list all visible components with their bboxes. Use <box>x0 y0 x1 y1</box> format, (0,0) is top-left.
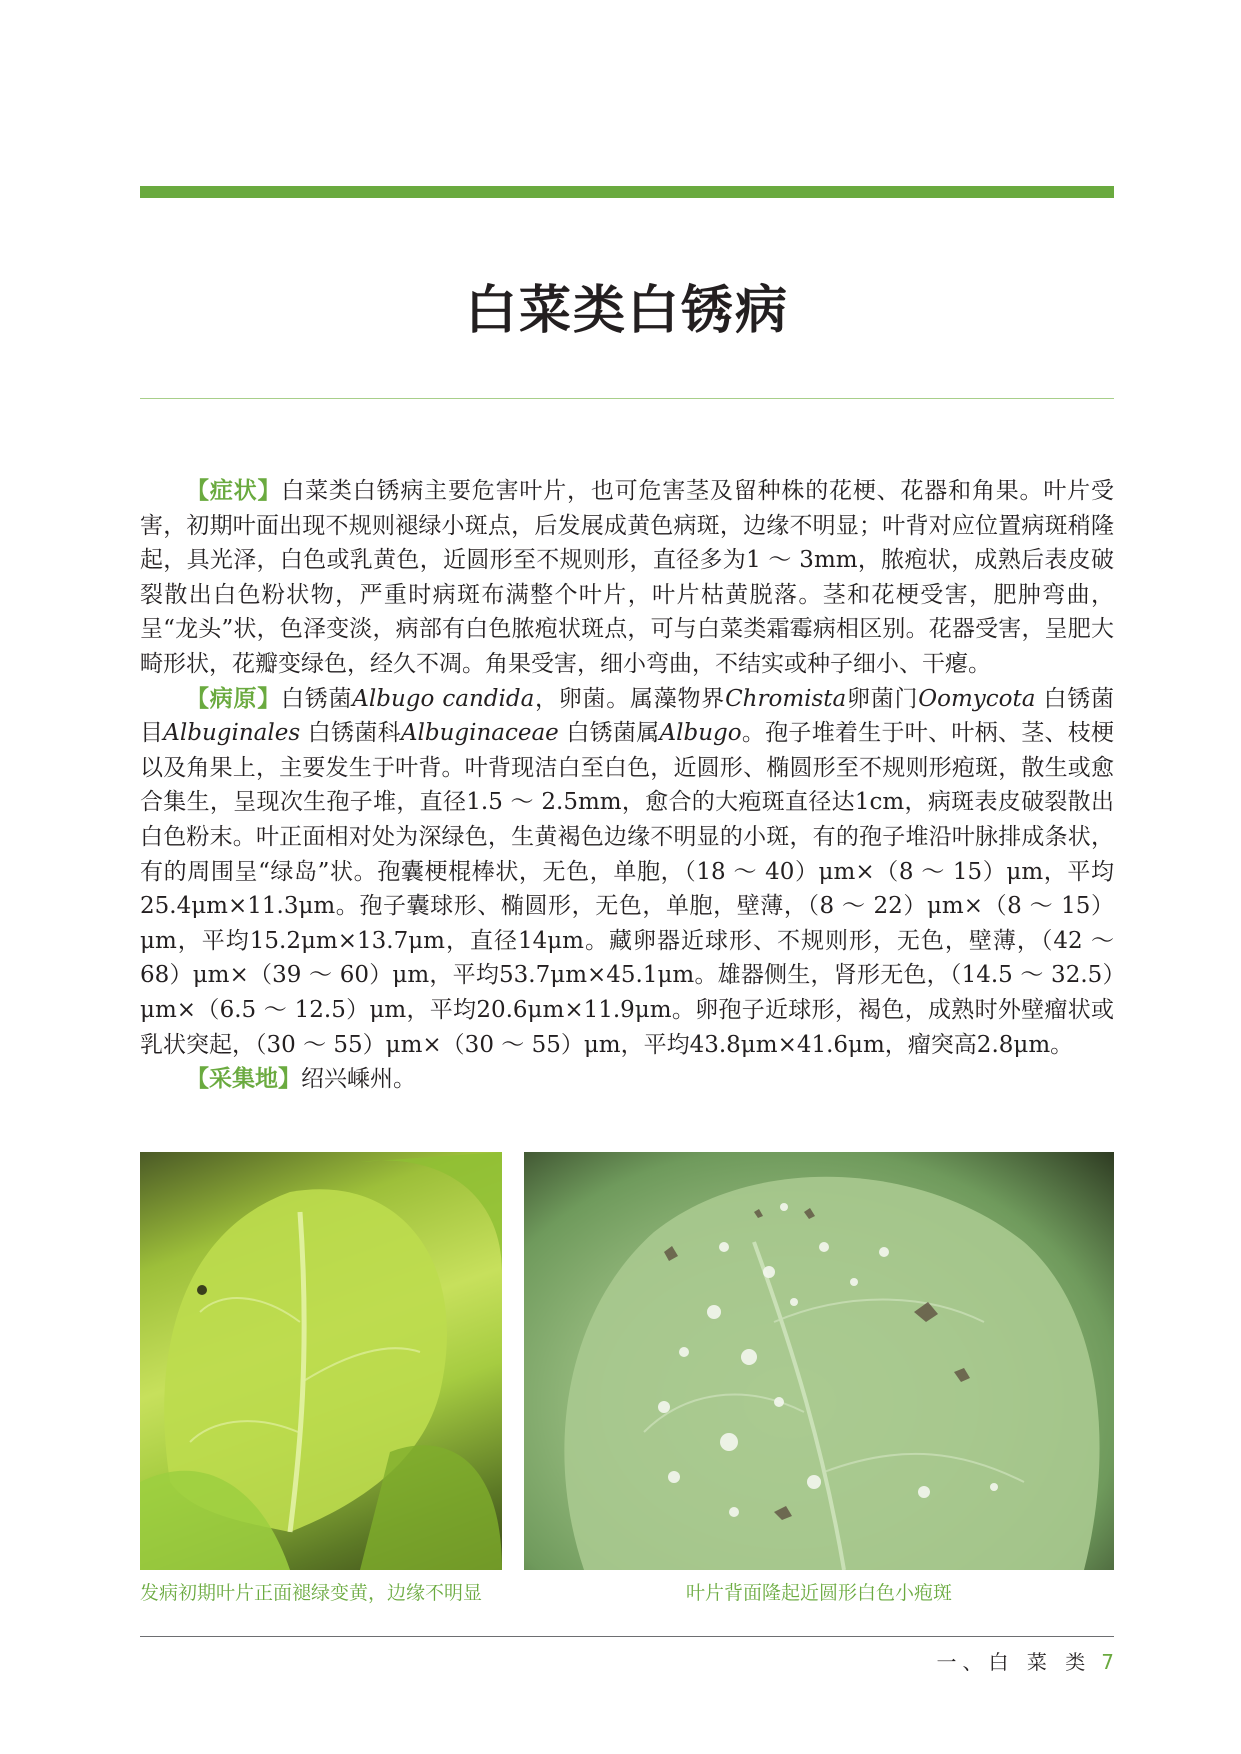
pathogen-text: 卵菌门 <box>846 685 919 712</box>
leaf-front-photo <box>140 1152 502 1570</box>
symptom-paragraph <box>140 474 1114 682</box>
pathogen-paragraph <box>140 682 1114 1063</box>
location-tag: 【采集地】 <box>186 1066 301 1093</box>
leaf-back-illustration <box>524 1152 1114 1570</box>
page-title: 白菜类白锈病 <box>464 280 789 341</box>
page-number: 7 <box>1101 1650 1114 1674</box>
pathogen-text: 白锈菌 <box>281 685 353 712</box>
figure-caption-1: 发病初期叶片正面褪绿变黄，边缘不明显 <box>140 1582 483 1604</box>
symptom-text: 白菜类白锈病主要危害叶片，也可危害茎及留种株的花梗、花器和角果。叶片受害，初期叶面出现不规则褪绿小斑点，后发展成黄色病斑，边缘不明显；叶背对应位置病斑稍隆起，具光泽，白色或乳黄色，近圆形至不规则形，直径多为1 ～ 3mm，脓疱状，成熟后表皮破裂散出白色粉状物，严重时病斑布满整个叶片，叶片枯黄脱落。茎和花梗受害，肥肿弯曲，呈“龙头”状，色泽变淡，病部有白色脓疱状斑点，可与白菜类霜霉病相区别。花器受害，呈肥大畸形状，花瓣变绿色，经久不凋。角果受害，细小弯曲，不结实或种子细小、干瘪。 <box>140 478 1115 677</box>
pathogen-text: 。孢子堆着生于叶、叶柄、茎、枝梗以及角果上，主要发生于叶背。叶背现洁白至白色，近圆形、椭圆形至不规则形疱斑，散生或愈合集生，呈现次生孢子堆，直径1.5 ～ 2.5mm，愈合的大疱斑直径达1cm，病斑表皮破裂散出白色粉末。叶正面相对处为深绿色，生黄褐色边缘不明显的小斑，有的孢子堆沿叶脉排成条状，有的周围呈“绿岛”状。孢囊梗棍棒状，无色，单胞，（18 ～ 40）μm×（8 ～ 15）μm，平均25.4μm×11.3μm。孢子囊球形、椭圆形，无色，单胞，壁薄，（8 ～ 22）μm×（8 ～ 15）μm，平均15.2μm×13.7μm，直径14μm。藏卵器近球形、不规则形，无色，壁薄，（42 ～ 68）μm×（39 ～ 60）μm，平均53.7μm×45.1μm。雄器侧生，肾形无色，（14.5 ～ 32.5）μm×（6.5 ～ 12.5）μm，平均20.6μm×11.9μm。卵孢子近球形，褐色，成熟时外壁瘤状或乳状突起，（30 ～ 55）μm×（30 ～ 55）μm，平均43.8μm×41.6μm，瘤突高2.8μm。 <box>140 720 1115 1058</box>
pathogen-latin-name: Albugo <box>659 720 742 747</box>
title-divider <box>140 398 1114 399</box>
symptom-tag: 【症状】 <box>186 478 282 504</box>
footer-section-label: 一、白 菜 类 <box>936 1650 1092 1674</box>
pathogen-tag: 【病原】 <box>186 685 281 712</box>
pathogen-text: 白锈菌属 <box>558 720 660 747</box>
pathogen-text: 白锈菌目 <box>140 685 1115 747</box>
leaf-front-illustration <box>140 1152 502 1570</box>
article-body <box>140 474 1114 1097</box>
page-footer <box>937 1646 1114 1675</box>
location-paragraph <box>140 1062 1114 1097</box>
pathogen-latin-name: Albuginaceae <box>400 720 559 747</box>
figure-caption-2: 叶片背面隆起近圆形白色小疱斑 <box>685 1582 952 1604</box>
location-text: 绍兴嵊州。 <box>301 1066 416 1093</box>
pathogen-text: ，卵菌。属藻物界 <box>534 685 726 712</box>
pathogen-latin-name: Albugo candida <box>352 685 535 712</box>
footer-divider <box>140 1636 1114 1637</box>
leaf-back-photo <box>524 1152 1114 1570</box>
pathogen-latin-name: Chromista <box>725 685 847 712</box>
pathogen-latin-name: Albuginales <box>163 720 301 747</box>
top-green-bar <box>140 186 1114 198</box>
pathogen-text: 白锈菌科 <box>300 720 401 747</box>
pathogen-latin-name: Oomycota <box>918 685 1036 712</box>
